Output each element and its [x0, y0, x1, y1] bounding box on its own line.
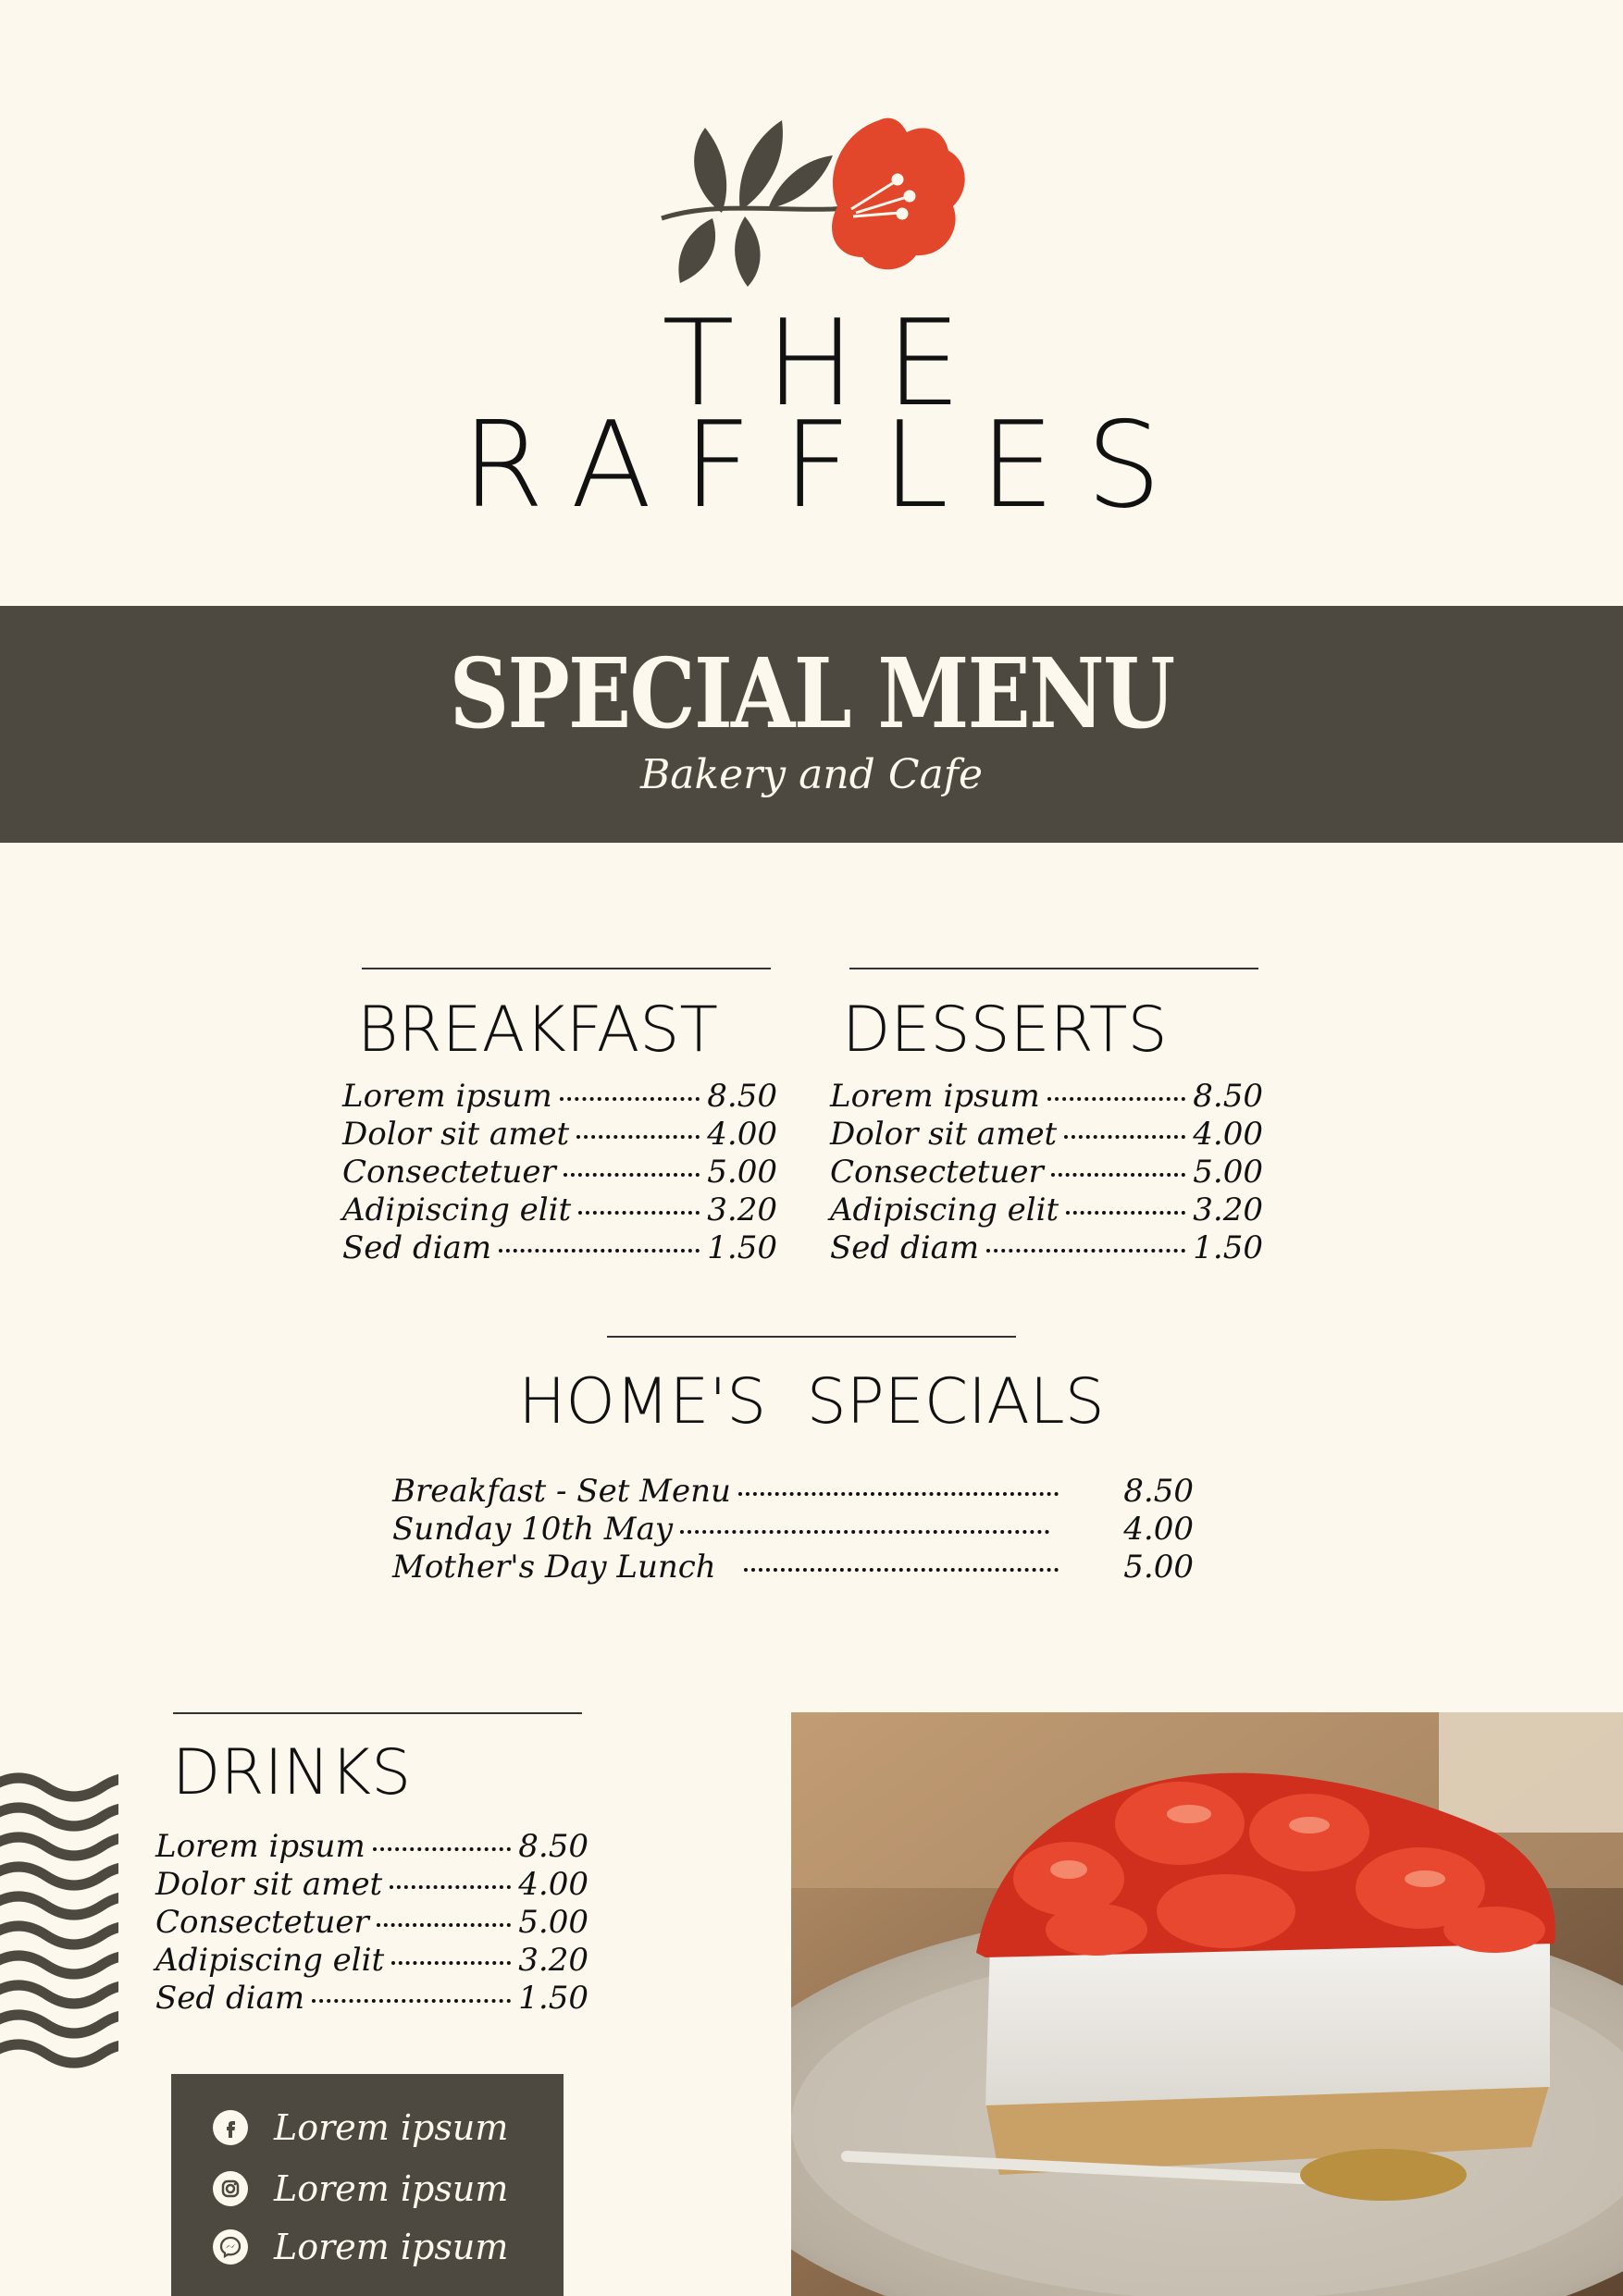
- item-name: Consectetuer: [830, 1154, 1044, 1191]
- list-item: [830, 1229, 1263, 1267]
- item-price: 8.50: [1193, 1078, 1263, 1115]
- list-item: [342, 1191, 777, 1229]
- item-price: 4.00: [1193, 1116, 1263, 1153]
- strawberry-cheesecake-photo: [791, 1712, 1623, 2296]
- item-price: 3.20: [518, 1942, 588, 1979]
- breakfast-title: BREAKFAST: [357, 994, 718, 1067]
- list-item: [342, 1116, 777, 1154]
- item-price: 1.50: [1193, 1229, 1263, 1266]
- social-label: Lorem ipsum: [274, 2107, 509, 2148]
- banner-subtitle: Bakery and Cafe: [639, 751, 984, 798]
- item-name: Adipiscing elit: [155, 1942, 385, 1979]
- list-item: [155, 1904, 588, 1942]
- instagram-icon: [213, 2171, 248, 2206]
- dot-leader: [377, 1923, 512, 1927]
- brand-name-line-1: THE: [662, 295, 993, 433]
- dot-leader: [560, 1097, 700, 1101]
- item-name: Mother's Day Lunch: [392, 1549, 716, 1586]
- leaf-icon: [768, 155, 833, 209]
- section-divider: [607, 1336, 1016, 1338]
- flower-icon: [832, 118, 965, 270]
- list-item: [342, 1154, 777, 1191]
- drinks-title: DRINKS: [172, 1736, 412, 1809]
- social-link-instagram[interactable]: [213, 2168, 508, 2209]
- section-divider: [362, 968, 771, 969]
- list-item: [392, 1511, 1194, 1549]
- social-label: Lorem ipsum: [274, 2227, 509, 2267]
- flower-branch-logo: [657, 109, 972, 294]
- desserts-list: [830, 1078, 1263, 1267]
- dot-leader: [1047, 1097, 1186, 1101]
- item-name: Sed diam: [830, 1229, 980, 1266]
- item-name: Consectetuer: [155, 1904, 369, 1941]
- list-item: [392, 1549, 1194, 1586]
- dot-leader: [373, 1847, 512, 1851]
- messenger-icon: [213, 2229, 248, 2265]
- item-price: 3.20: [1193, 1191, 1263, 1228]
- dot-leader: [499, 1249, 700, 1253]
- item-price: 4.00: [707, 1116, 777, 1153]
- dot-leader: [390, 1885, 511, 1889]
- item-name: Lorem ipsum: [155, 1828, 365, 1865]
- brand-name-line-2: RAFFLES: [462, 397, 1193, 535]
- section-divider: [173, 1712, 582, 1714]
- item-price: 1.50: [518, 1980, 588, 2017]
- dot-leader: [1066, 1211, 1185, 1215]
- social-link-messenger[interactable]: [213, 2227, 508, 2267]
- social-link-facebook[interactable]: [213, 2107, 508, 2148]
- wave-pattern-decoration: [0, 1769, 118, 2081]
- dot-leader: [1051, 1173, 1186, 1177]
- list-item: [830, 1078, 1263, 1116]
- item-price: 5.00: [1123, 1549, 1194, 1586]
- leaf-icon: [678, 218, 715, 283]
- item-price: 1.50: [707, 1229, 777, 1266]
- list-item: [155, 1866, 588, 1904]
- list-item: [830, 1191, 1263, 1229]
- breakfast-list: [342, 1078, 777, 1267]
- item-name: Sed diam: [155, 1980, 305, 2017]
- list-item: [155, 1828, 588, 1866]
- specials-list: [392, 1473, 1194, 1586]
- item-name: Dolor sit amet: [830, 1116, 1058, 1153]
- item-price: 5.00: [1193, 1154, 1263, 1191]
- banner-title: SPECIAL MENU: [449, 636, 1174, 750]
- dot-leader: [1064, 1135, 1185, 1139]
- leaf-icon: [735, 216, 760, 287]
- item-price: 5.00: [518, 1904, 588, 1941]
- social-links-box: [171, 2074, 564, 2296]
- item-name: Dolor sit amet: [155, 1866, 383, 1903]
- item-name: Dolor sit amet: [342, 1116, 570, 1153]
- social-label: Lorem ipsum: [274, 2168, 509, 2209]
- item-name: Adipiscing elit: [830, 1191, 1059, 1228]
- dot-leader: [738, 1492, 1059, 1496]
- desserts-title: DESSERTS: [842, 994, 1168, 1067]
- item-name: Sed diam: [342, 1229, 492, 1266]
- dot-leader: [680, 1530, 1049, 1534]
- item-name: Lorem ipsum: [830, 1078, 1040, 1115]
- leaf-icon: [694, 128, 726, 213]
- item-name: Breakfast - Set Menu: [392, 1473, 731, 1510]
- item-name: Lorem ipsum: [342, 1078, 552, 1115]
- drinks-list: [155, 1828, 588, 2018]
- item-price: 5.00: [707, 1154, 777, 1191]
- dot-leader: [986, 1249, 1185, 1253]
- specials-title: HOME'S SPECIALS: [518, 1365, 1105, 1438]
- facebook-icon: [213, 2110, 248, 2145]
- dot-leader: [578, 1211, 700, 1215]
- item-price: 8.50: [518, 1828, 588, 1865]
- dot-leader: [564, 1173, 700, 1177]
- item-price: 8.50: [707, 1078, 777, 1115]
- list-item: [830, 1154, 1263, 1191]
- list-item: [342, 1078, 777, 1116]
- list-item: [392, 1473, 1194, 1511]
- section-divider: [849, 968, 1258, 969]
- list-item: [830, 1116, 1263, 1154]
- item-price: 4.00: [1123, 1511, 1194, 1548]
- list-item: [155, 1980, 588, 2018]
- item-name: Sunday 10th May: [392, 1511, 674, 1548]
- item-name: Consectetuer: [342, 1154, 556, 1191]
- list-item: [342, 1229, 777, 1267]
- item-price: 3.20: [707, 1191, 777, 1228]
- list-item: [155, 1942, 588, 1980]
- item-price: 4.00: [518, 1866, 588, 1903]
- dot-leader: [391, 1961, 511, 1965]
- dot-leader: [744, 1568, 1059, 1572]
- item-price: 8.50: [1123, 1473, 1194, 1510]
- dot-leader: [576, 1135, 700, 1139]
- item-name: Adipiscing elit: [342, 1191, 572, 1228]
- dot-leader: [312, 1999, 511, 2003]
